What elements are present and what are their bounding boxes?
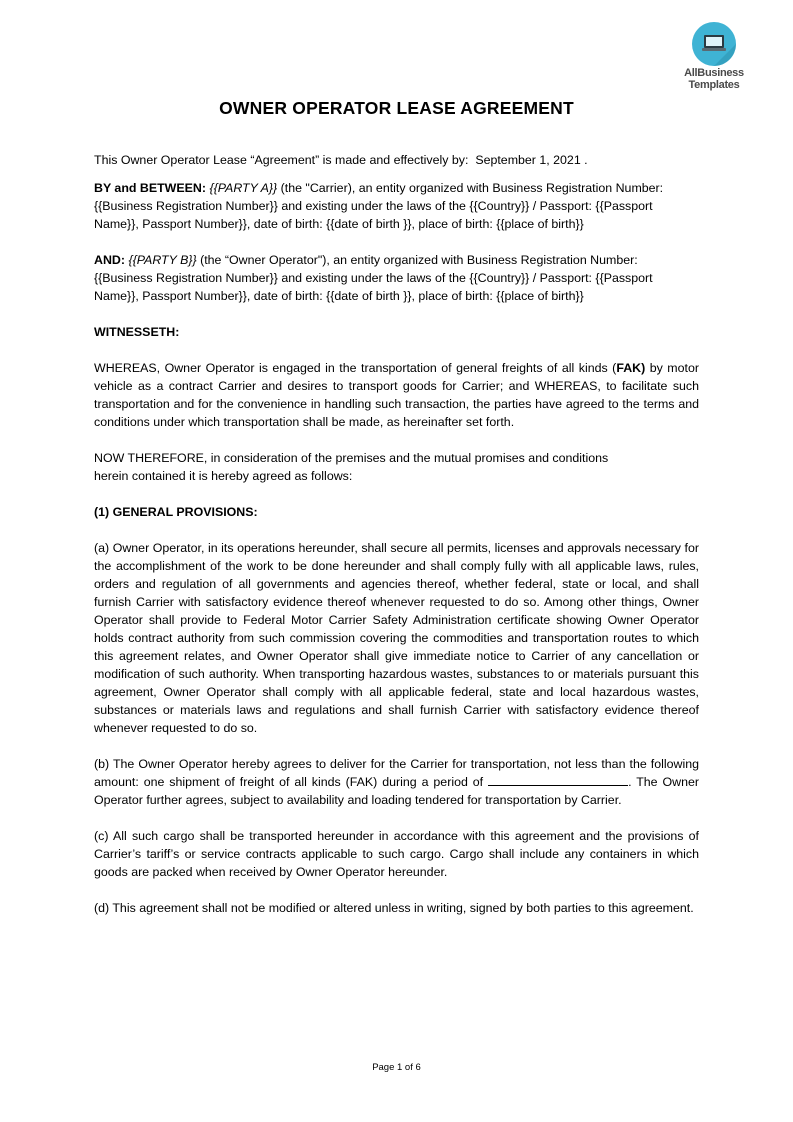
party-a-text: (the "Carrier), an entity organized with Business Registration Number: {{Business Registration Number}} and existing under the laws of the {{Country}} / Passport: {{Passport Name}}, Passport Number}}, date of birth: {{date of birth }}, place of birth: {{place of birth}} — [94, 181, 664, 231]
document-title: OWNER OPERATOR LEASE AGREEMENT — [219, 98, 574, 118]
paragraph-d: (d) This agreement shall not be modified or altered unless in writing, signed by both parties to this agreement. — [94, 901, 694, 915]
brand-logo — [676, 22, 752, 91]
now-therefore-paragraph — [94, 449, 699, 485]
party-b-paragraph — [94, 251, 699, 305]
paragraph-b-end: . The Owner Operator further agrees, subject to availability and loading tendered for transportation by Carrier. — [94, 775, 699, 807]
now-therefore-line-1: NOW THEREFORE, in consideration of the premises and the mutual promises and conditions — [94, 451, 609, 465]
period-blank-field — [488, 773, 628, 786]
whereas-text-start: WHEREAS, Owner Operator is engaged in the transportation of general freights of all kinds ( — [94, 361, 617, 375]
laptop-icon — [692, 22, 736, 66]
logo-line-1: AllBusiness — [684, 67, 744, 79]
section-1-heading: (1) GENERAL PROVISIONS: — [94, 505, 258, 519]
party-a-name: {{PARTY A}} — [209, 181, 278, 195]
effective-date: September 1, 2021 . — [475, 153, 588, 167]
logo-wordmark — [676, 67, 752, 91]
now-therefore-line-2: herein contained it is hereby agreed as follows: — [94, 469, 353, 483]
party-a-paragraph — [94, 179, 699, 233]
witnesseth-heading: WITNESSETH: — [94, 325, 180, 339]
paragraph-c: (c) All such cargo shall be transported hereunder in accordance with this agreement and the provisions of Carrier’s tariff’s or service contracts applicable to such cargo. Cargo shall include any containers in which goods are packed when received by Owner Operator hereunder. — [94, 829, 699, 879]
paragraph-b — [94, 755, 699, 809]
intro-text: This Owner Operator Lease “Agreement” is made and effectively by: — [94, 153, 469, 167]
document-body — [94, 151, 699, 917]
paragraph-a: (a) Owner Operator, in its operations hereunder, shall secure all permits, licenses and approvals necessary for the accomplishment of the work to be done hereunder and shall comply fully with all applicable laws, rules, orders and regulation of all governments and agencies thereof, whether federal, state or local, and shall furnish Carrier with satisfactory evidence thereof whenever requested to do so. Among other things, Owner Operator shall provide to Federal Motor Carrier Safety Administration certificate showing Owner Operator holds contract authority from such commission covering the commodities and transportation routes to which this agreement relates, and Owner Operator shall give immediate notice to Carrier of any cancellation or modification of such authority. When transporting hazardous wastes, substances to or materials pursuant this agreement, Owner Operator shall comply with all applicable federal, state and local hazardous wastes, substances or materials laws and regulations and shall furnish Carrier with satisfactory evidence thereof whenever requested to do so. — [94, 541, 699, 735]
intro-paragraph — [94, 151, 699, 169]
party-b-name: {{PARTY B}} — [128, 253, 197, 267]
whereas-text-end: by motor vehicle as a contract Carrier and desires to transport goods for Carrier; and WHEREAS, to facilitate such transportation and for the convenience in handling such transaction, the parties have agreed to the terms and conditions under which transportation shall be made, as hereinafter set forth. — [94, 361, 699, 429]
whereas-paragraph — [94, 359, 699, 431]
party-b-text: (the “Owner Operator"), an entity organized with Business Registration Number: {{Business Registration Number}} and existing under the laws of the {{Country}} / Passport: {{Passport Name}}, Passport Number}}, date of birth: {{date of birth }}, place of birth: {{place of birth}} — [94, 253, 653, 303]
whereas-fak: FAK) — [616, 361, 646, 375]
page-number: Page 1 of 6 — [372, 1062, 421, 1073]
logo-line-2: Templates — [688, 79, 740, 91]
party-b-label: AND: — [94, 253, 125, 267]
paragraph-b-start: (b) The Owner Operator hereby agrees to deliver for the Carrier for transportation, not less than the following amount: one shipment of freight of all kinds (FAK) during a period of — [94, 757, 699, 789]
party-a-label: BY and BETWEEN: — [94, 181, 206, 195]
